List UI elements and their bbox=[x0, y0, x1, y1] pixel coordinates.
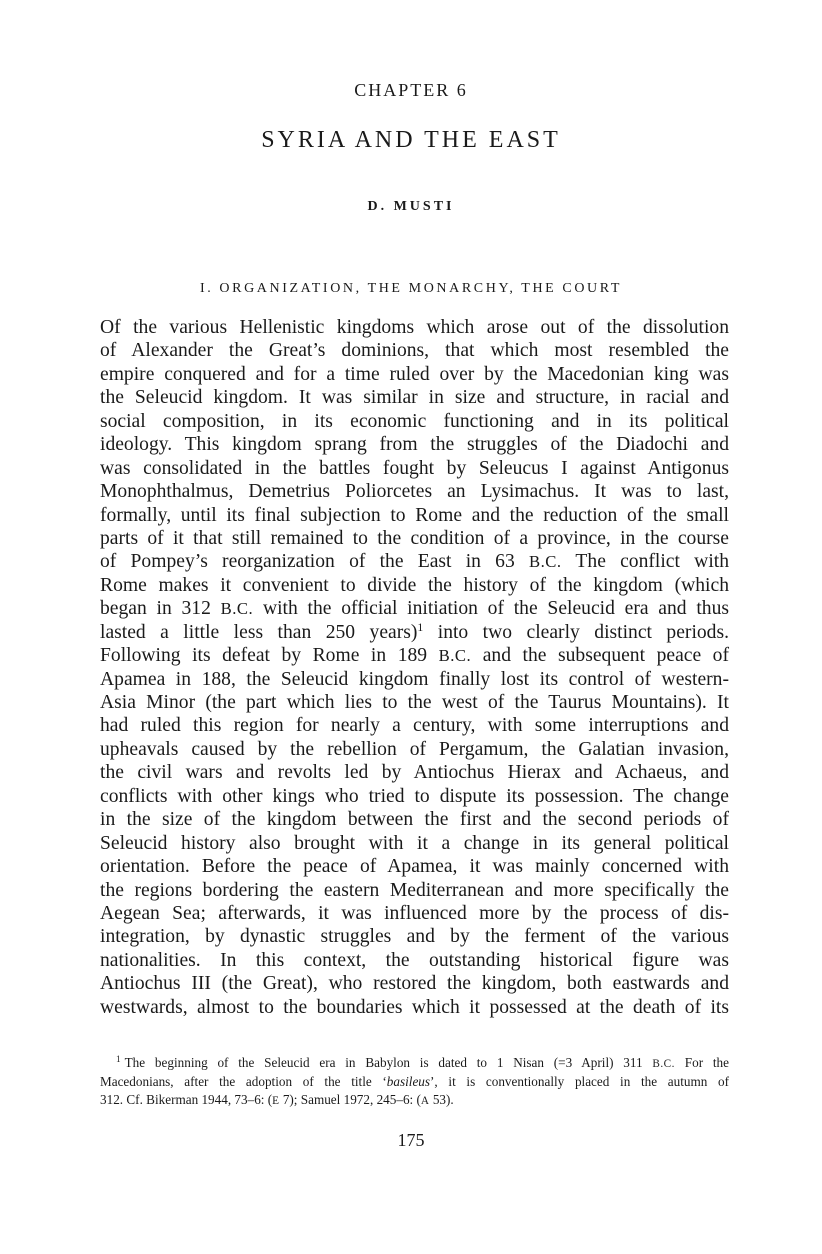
body-line: lasted a little less than 250 years)$^1$ into two clearly distinct periods. bbox=[100, 620, 730, 643]
era-abbrev: B.C. bbox=[220, 599, 254, 619]
section-heading: I. ORGANIZATION, THE MONARCHY, THE COURT bbox=[199, 281, 623, 296]
chapter-title: SYRIA AND THE EAST bbox=[261, 127, 561, 153]
body-line: Asia Minor (the part which lies to the west of the Taurus Mountains). It bbox=[100, 692, 729, 713]
body-line: Antiochus III (the Great), who restored the kingdom, both eastwards and bbox=[100, 973, 729, 995]
body-line: in the size of the kingdom between the first and the second periods of bbox=[100, 809, 729, 831]
body-line: Seleucid history also brought with it a change in its general political bbox=[100, 832, 729, 854]
body-line: orientation. Before the peace of Apamea, it was mainly concerned with bbox=[100, 856, 729, 878]
body-line: westwards, almost to the boundaries which it possessed at the death of its bbox=[100, 996, 729, 1018]
footnote-line: $^1$ The beginning of the Seleucid era in Babylon is dated to 1 Nisan (=3 April) 311 B.C. For the bbox=[116, 1054, 729, 1070]
footnote bbox=[100, 1054, 729, 1111]
body-line: conflicts with other kings who tried to dispute its possession. The change bbox=[100, 785, 729, 807]
body-line: the civil wars and revolts led by Antiochus Hierax and Achaeus, and bbox=[100, 762, 729, 784]
era-abbrev: B.C. bbox=[529, 552, 562, 572]
footnote-line: 312. Cf. Bikerman 1944, 73–6: (E 7); Samuel 1972, 245–6: (A 53). bbox=[100, 1092, 454, 1108]
body-line: ideology. This kingdom sprang from the struggles of the Diadochi and bbox=[100, 434, 729, 456]
body-line: Rome makes it convenient to divide the history of the kingdom (which bbox=[100, 574, 729, 596]
body-line: upheavals caused by the rebellion of Pergamum, the Galatian invasion, bbox=[100, 738, 729, 760]
body-line: formally, until its final subjection to Rome and the reduction of the small bbox=[100, 504, 729, 526]
body-paragraph bbox=[100, 316, 729, 1019]
body-line: had ruled this region for nearly a century, with some interruptions and bbox=[100, 715, 729, 737]
author-name: D. MUSTI bbox=[367, 199, 455, 214]
body-line: empire conquered and for a time ruled over by the Macedonian king was bbox=[100, 363, 729, 385]
italic-term: basileus bbox=[386, 1074, 431, 1090]
page-number: 175 bbox=[397, 1130, 425, 1150]
body-line: the Seleucid kingdom. It was similar in size and structure, in racial and bbox=[100, 387, 729, 409]
body-line: of Pompey’s reorganization of the East in 63 B.C. The conflict with bbox=[100, 551, 730, 573]
body-line: of Alexander the Great’s dominions, that which most resembled the bbox=[100, 340, 729, 362]
body-line: Aegean Sea; afterwards, it was influenced more by the process of dis- bbox=[100, 902, 729, 924]
era-abbrev: B.C. bbox=[438, 646, 472, 666]
body-line: was consolidated in the battles fought by Seleucus I against Antigonus bbox=[100, 457, 729, 479]
body-line: Monophthalmus, Demetrius Poliorcetes an Lysimachus. It was to last, bbox=[100, 481, 729, 503]
chapter-label: CHAPTER 6 bbox=[354, 80, 468, 100]
body-line: the regions bordering the eastern Mediterranean and more specifically the bbox=[100, 879, 729, 901]
body-line: began in 312 B.C. with the official initiation of the Seleucid era and thus bbox=[100, 598, 729, 620]
footnote-marker: 1 bbox=[116, 1054, 121, 1065]
footnote-reference[interactable]: 1 bbox=[417, 620, 424, 634]
body-line: Apamea in 188, the Seleucid kingdom finally lost its control of western- bbox=[100, 668, 729, 690]
footnote-line: Macedonians, after the adoption of the title ‘basileus’, it is conventionally placed in the autumn of bbox=[100, 1074, 729, 1090]
body-line: social composition, in its economic functioning and in its political bbox=[100, 410, 729, 432]
body-line: parts of it that still remained to the condition of a province, in the course bbox=[100, 527, 729, 549]
body-line: Of the various Hellenistic kingdoms which arose out of the dissolution bbox=[100, 317, 729, 338]
body-line: Following its defeat by Rome in 189 B.C. and the subsequent peace of bbox=[100, 645, 729, 667]
body-line: integration, by dynastic struggles and by the ferment of the various bbox=[100, 926, 729, 948]
body-line: nationalities. In this context, the outstanding historical figure was bbox=[100, 949, 729, 971]
